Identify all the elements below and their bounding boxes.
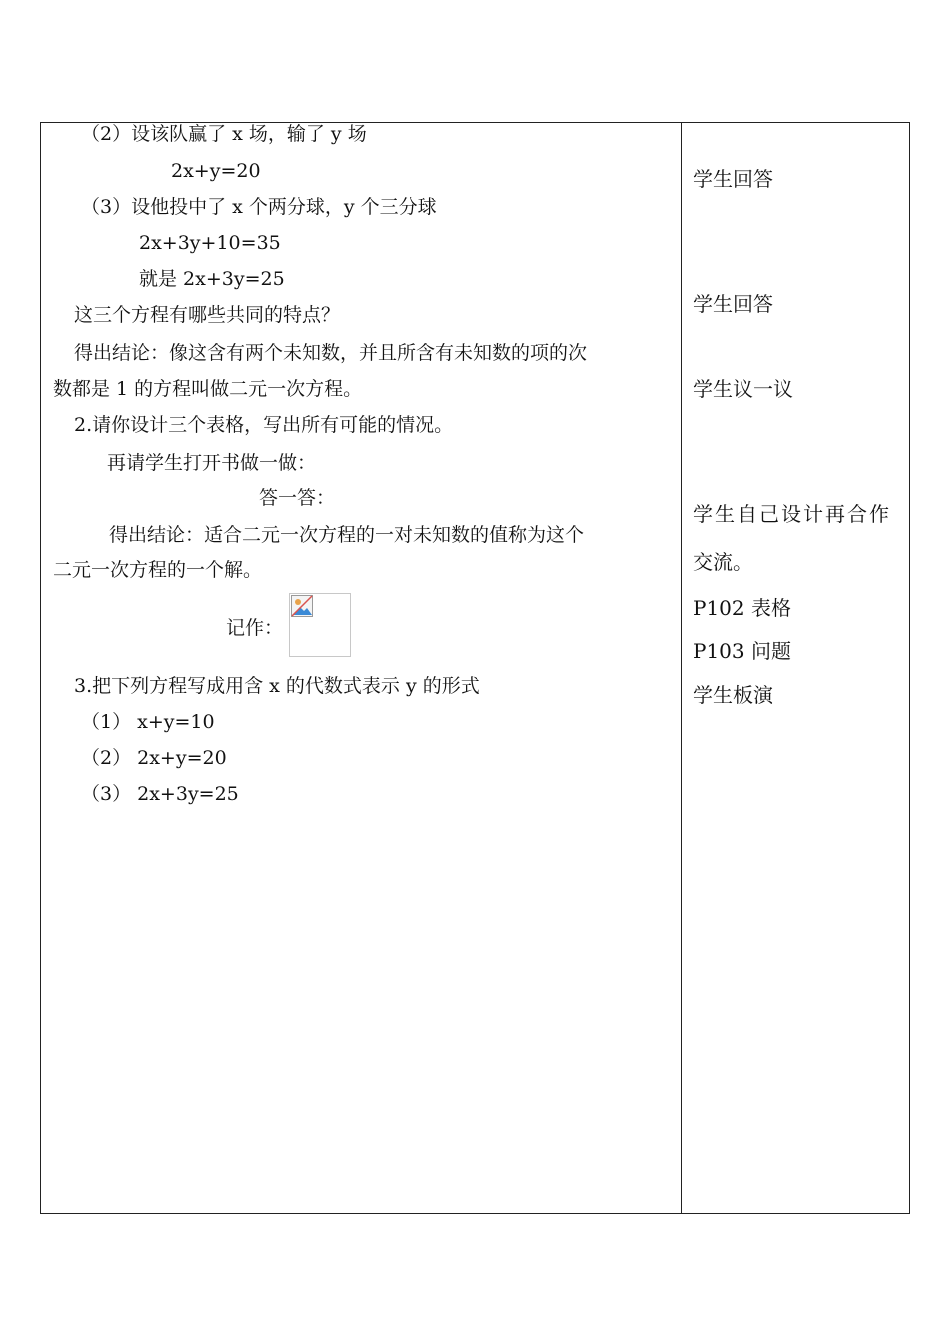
activity-note: P102 表格 <box>693 596 791 620</box>
text-line: 再请学生打开书做一做： <box>107 452 317 474</box>
equation: 2x+y=20 <box>171 160 261 182</box>
equation-item: （2） 2x+y=20 <box>81 747 227 769</box>
equation: 就是 2x+3y=25 <box>139 268 285 290</box>
activity-note: 学生回答 <box>693 167 773 191</box>
broken-image-icon <box>289 593 351 657</box>
notation-label: 记作： <box>226 617 284 639</box>
activity-note: 学生议一议 <box>693 377 793 401</box>
equation-item: （3） 2x+3y=25 <box>81 783 239 805</box>
text-line: 答一答： <box>259 487 336 509</box>
equation-item: （1） x+y=10 <box>81 711 215 733</box>
activity-note: 学生回答 <box>693 292 773 316</box>
column-divider <box>681 123 682 1213</box>
text-line: （2）设该队赢了 x 场，输了 y 场 <box>81 123 367 145</box>
activity-note: 学生板演 <box>693 683 773 707</box>
text-line: 3.把下列方程写成用含 x 的代数式表示 y 的形式 <box>74 675 480 697</box>
activity-note: 交流。 <box>693 550 753 574</box>
text-line: 2.请你设计三个表格，写出所有可能的情况。 <box>74 414 454 436</box>
equation: 2x+3y+10=35 <box>139 232 281 254</box>
text-line: 数都是 1 的方程叫做二元一次方程。 <box>53 378 363 400</box>
text-line: 得出结论：适合二元一次方程的一对未知数的值称为这个 <box>109 524 585 546</box>
text-line: 得出结论：像这含有两个未知数，并且所含有未知数的项的次 <box>74 342 588 364</box>
image-placeholder-icon <box>291 595 313 617</box>
text-line: 这三个方程有哪些共同的特点？ <box>74 304 341 326</box>
activity-note: P103 问题 <box>693 639 791 663</box>
text-line: 二元一次方程的一个解。 <box>53 559 263 581</box>
text-line: （3）设他投中了 x 个两分球，y 个三分球 <box>81 196 437 218</box>
activity-note: 学生自己设计再合作 <box>693 502 891 526</box>
lesson-table <box>40 122 910 1214</box>
